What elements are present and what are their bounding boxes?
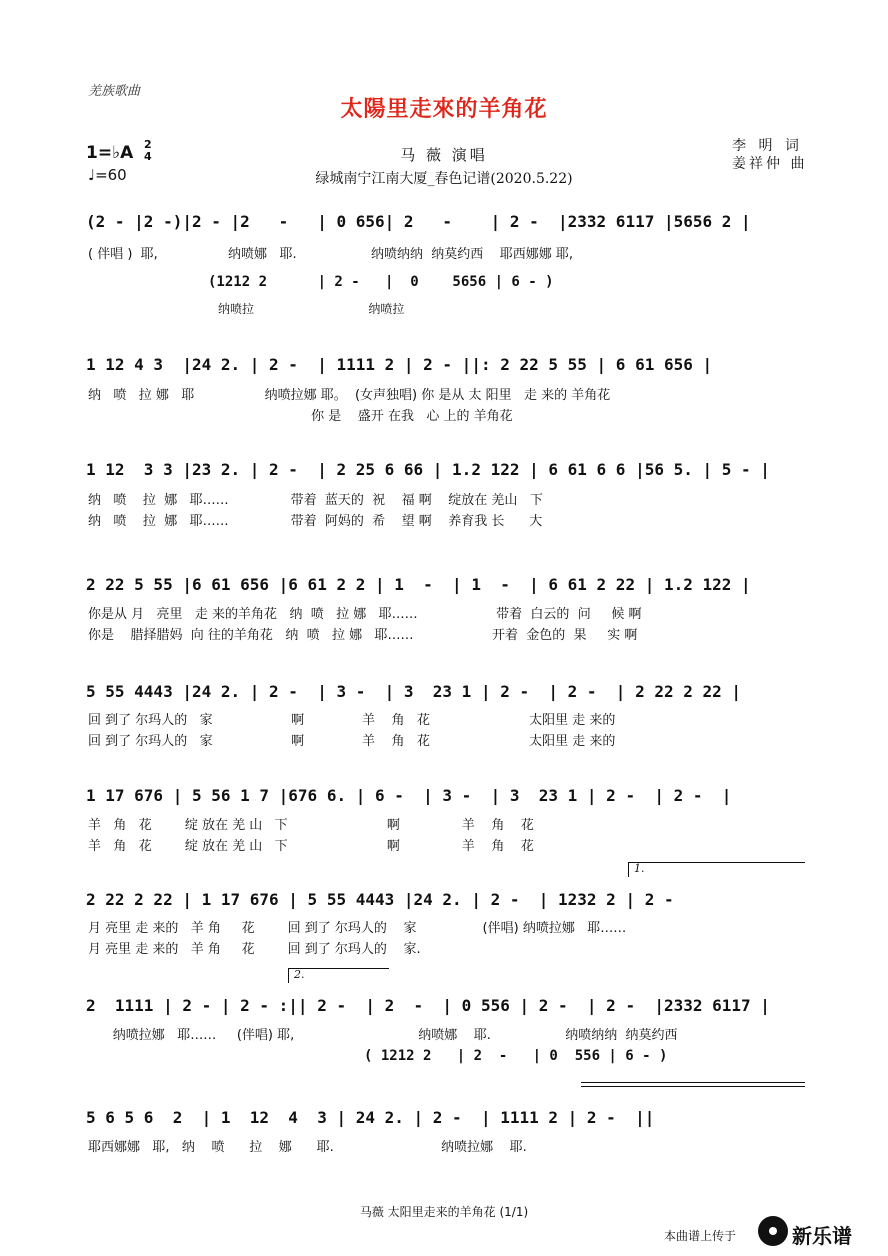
- score-line-4: 2 22 5 55 |6 61 656 |6 61 2 2 | 1 - | 1 - | 6 61 2 22 | 1.2 122 |: [86, 575, 751, 594]
- lyrics-line-2b: 你 是 盛开 在我 心 上的 羊角花: [88, 409, 513, 424]
- upload-note: 本曲谱上传于: [664, 1229, 737, 1243]
- final-phrase-line-2: [581, 1086, 805, 1087]
- lyrics-line-7a: 月 亮里 走 来的 羊 角 花 回 到了 尔玛人的 家 (伴唱) 纳喷拉娜 耶……: [88, 921, 627, 936]
- lyrics-line-4b: 你是 腊择腊妈 向 往的羊角花 纳 喷 拉 娜 耶…… 开着 金色的 果 实 啊: [88, 628, 638, 643]
- lyrics-line-3a: 纳 喷 拉 娜 耶…… 带着 蓝天的 祝 福 啊 绽放在 羌山 下: [88, 493, 543, 508]
- lyrics-line-8: 纳喷拉娜 耶…… (伴唱) 耶, 纳喷娜 耶. 纳喷纳纳 纳莫约西: [88, 1028, 678, 1043]
- key-signature: 1=♭A: [86, 143, 134, 163]
- score-line-6: 1 17 676 | 5 56 1 7 |676 6. | 6 - | 3 - | 3 23 1 | 2 - | 2 - |: [86, 786, 732, 805]
- lyrics-line-7b: 月 亮里 走 来的 羊 角 花 回 到了 尔玛人的 家.: [88, 942, 421, 957]
- lyrics-line-2a: 纳 喷 拉 娜 耶 纳喷拉娜 耶。 (女声独唱) 你 是从 太 阳里 走 来的 羊角花: [88, 388, 611, 403]
- lyrics-line-4a: 你是从 月 亮里 走 来的羊角花 纳 喷 拉 娜 耶…… 带着 白云的 问 候 啊: [88, 607, 642, 622]
- score-line-8: 2 1111 | 2 - | 2 - :|| 2 - | 2 - | 0 556 | 2 - | 2 - |2332 6117 |: [86, 996, 770, 1015]
- meter-bottom: 4: [144, 150, 152, 163]
- lyrics-line-6a: 羊 角 花 绽 放在 羌 山 下 啊 羊 角 花: [88, 818, 534, 833]
- first-ending-label: 1.: [634, 862, 645, 875]
- score-line-9: 5 6 5 6 2 | 1 12 4 3 | 24 2. | 2 - | 1111 2 | 2 - ||: [86, 1108, 655, 1127]
- lyrics-line-5b: 回 到了 尔玛人的 家 啊 羊 角 花 太阳里 走 来的: [88, 734, 616, 749]
- meter-top: 2: [144, 138, 152, 151]
- transcriber-credit: 绿城南宁江南大厦_春色记谱(2020.5.22): [315, 171, 573, 187]
- site-brand[interactable]: 新乐谱: [792, 1224, 852, 1248]
- vinyl-record-icon: [758, 1216, 788, 1246]
- score-line-7: 2 22 2 22 | 1 17 676 | 5 55 4443 |24 2. | 2 - | 1232 2 | 2 -: [86, 890, 674, 909]
- lyricist-credit: 李 明 词: [732, 138, 803, 154]
- final-phrase-line: [581, 1082, 805, 1083]
- page-caption: 马薇 太阳里走来的羊角花 (1/1): [359, 1205, 529, 1219]
- lyrics-line-1: ( 伴唱 ) 耶, 纳喷娜 耶. 纳喷纳纳 纳莫约西 耶西娜娜 耶,: [88, 247, 574, 262]
- composer-credit: 姜祥仲 曲: [732, 156, 808, 172]
- score-line-3: 1 12 3 3 |23 2. | 2 - | 2 25 6 66 | 1.2 122 | 6 61 6 6 |56 5. | 5 - |: [86, 460, 770, 479]
- accompaniment-lyrics-1: 纳喷拉 纳喷拉: [218, 302, 405, 316]
- second-ending-label: 2.: [294, 968, 305, 981]
- accompaniment-line-1: (1212 2 | 2 - | 0 5656 | 6 - ): [208, 274, 554, 290]
- first-ending-bracket: [628, 862, 805, 877]
- tempo-marking: ♩=60: [88, 166, 127, 184]
- score-line-1: (2 - |2 -)|2 - |2 - | 0 656| 2 - | 2 - |2332 6117 |5656 2 |: [86, 212, 751, 231]
- lyrics-line-3b: 纳 喷 拉 娜 耶…… 带着 阿妈的 希 望 啊 养育我 长 大: [88, 514, 543, 529]
- singer-credit: 马 薇 演唱: [400, 146, 488, 164]
- lyrics-line-6b: 羊 角 花 绽 放在 羌 山 下 啊 羊 角 花: [88, 839, 534, 854]
- score-line-2: 1 12 4 3 |24 2. | 2 - | 1111 2 | 2 - ||: 2 22 5 55 | 6 61 656 |: [86, 355, 713, 374]
- lyrics-line-5a: 回 到了 尔玛人的 家 啊 羊 角 花 太阳里 走 来的: [88, 713, 616, 728]
- second-ending-bracket: [288, 968, 389, 983]
- lyrics-line-9: 耶西娜娜 耶, 纳 喷 拉 娜 耶. 纳喷拉娜 耶.: [88, 1140, 527, 1155]
- accompaniment-line-8: ( 1212 2 | 2 - | 0 556 | 6 - ): [364, 1048, 668, 1064]
- score-line-5: 5 55 4443 |24 2. | 2 - | 3 - | 3 23 1 | 2 - | 2 - | 2 22 2 22 |: [86, 682, 742, 701]
- song-genre: 羌族歌曲: [88, 84, 141, 99]
- song-title: 太陽里走來的羊角花: [340, 97, 548, 122]
